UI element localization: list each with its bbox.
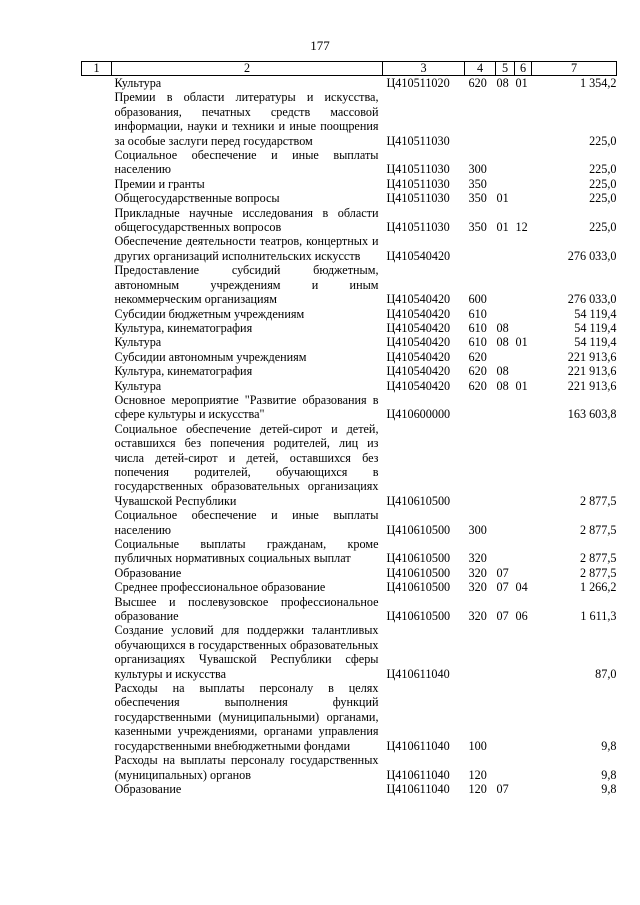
table-row [82,177,617,191]
expense-type-cell: 320 [468,565,487,580]
subsection-cell [515,263,532,306]
section-cell [496,623,515,681]
subsection-cell [515,307,532,321]
row-number-cell [82,148,112,177]
row-number-cell [82,379,112,393]
table-row [82,379,617,393]
subsection-cell [515,321,532,335]
expense-type-cell: 300 [468,162,487,177]
section-cell [496,681,515,753]
table-row [82,753,617,782]
table-row [82,90,617,148]
target-code-cell: Ц410611040 [386,738,450,753]
item-name-cell: Субсидии автономным учреждениям [114,349,307,364]
row-number-cell [82,90,112,148]
header-col-4: 4 [465,62,496,76]
item-name-cell: Среднее профессиональное образование [114,580,326,595]
target-code-cell: Ц410511030 [386,176,450,191]
section-cell: 07 [496,565,509,580]
table-row [82,566,617,580]
subsection-cell [515,90,532,148]
subsection-cell: 12 [515,220,528,235]
section-cell [496,263,515,306]
table-row [82,537,617,566]
subsection-cell [515,350,532,364]
target-code-cell: Ц410610500 [386,522,451,537]
table-row [82,76,617,91]
row-number-cell [82,508,112,537]
header-col-7: 7 [532,62,617,76]
item-name-cell: Субсидии бюджетным учреждениям [114,306,305,321]
amount-cell: 9,8 [601,781,617,796]
section-cell [496,350,515,364]
table-row [82,580,617,594]
expense-type-cell: 320 [468,551,487,566]
target-code-cell: Ц410611040 [386,767,450,782]
subsection-cell: 01 [515,378,528,393]
expense-type-cell: 600 [468,292,487,307]
amount-cell: 2 877,5 [579,522,617,537]
subsection-cell [515,234,532,263]
table-row [82,321,617,335]
section-cell: 07 [496,580,509,595]
table-row [82,148,617,177]
row-number-cell [82,350,112,364]
amount-cell: 221 913,6 [567,349,617,364]
table-row [82,263,617,306]
section-cell: 01 [496,191,509,206]
expense-type-cell [465,234,496,263]
subsection-cell [515,623,532,681]
section-cell [496,90,515,148]
table-row [82,364,617,378]
item-name-cell: Образование [114,781,182,796]
expense-type-cell: 350 [468,176,487,191]
table-row [82,595,617,624]
item-name-cell: Высшее и послевузовское профессиональное образование [114,594,379,624]
target-code-cell: Ц410540420 [386,364,451,379]
subsection-cell [515,364,532,378]
header-col-1: 1 [82,62,112,76]
subsection-cell [515,508,532,537]
item-name-cell: Социальное обеспечение и иные выплаты населению [114,508,379,537]
row-number-cell [82,335,112,349]
budget-table [81,61,617,796]
table-row [82,206,617,235]
item-name-cell: Предоставление субсидий бюджетным, автономным учреждениям и иным некоммерческим организациям [114,263,379,307]
section-cell [496,177,515,191]
expense-type-cell: 320 [468,580,487,595]
expense-type-cell: 120 [468,767,487,782]
section-cell: 07 [496,609,509,624]
target-code-cell: Ц410511030 [386,220,450,235]
target-code-cell: Ц410540420 [386,320,451,335]
section-cell [496,234,515,263]
amount-cell: 225,0 [589,162,617,177]
row-number-cell [82,206,112,235]
amount-cell: 2 877,5 [579,551,617,566]
target-code-cell: Ц410610500 [386,609,451,624]
amount-cell: 221 913,6 [567,378,617,393]
table-row [82,307,617,321]
table-body [82,76,617,797]
item-name-cell: Премии и гранты [114,176,205,191]
section-cell: 08 [496,320,509,335]
item-name-cell: Социальные выплаты гражданам, кроме публичных нормативных социальных выплат [114,537,379,566]
target-code-cell: Ц410511030 [386,133,450,148]
item-name-cell: Создание условий для поддержки талантливых обучающихся в государственных образовательных организациях Чувашской Республики сферы культуры и искусства [114,623,379,681]
target-code-cell: Ц410610500 [386,551,451,566]
row-number-cell [82,307,112,321]
row-number-cell [82,580,112,594]
subsection-cell [515,782,532,796]
row-number-cell [82,782,112,796]
subsection-cell [515,566,532,580]
amount-cell: 87,0 [595,666,617,681]
subsection-cell [515,191,532,205]
section-cell [496,422,515,508]
subsection-cell [515,681,532,753]
subsection-cell: 06 [515,609,528,624]
section-cell [496,307,515,321]
subsection-cell [515,537,532,566]
item-name-cell: Культура, кинематография [114,320,253,335]
expense-type-cell: 610 [468,335,487,350]
amount-cell: 276 033,0 [567,248,617,263]
header-col-3: 3 [383,62,465,76]
expense-type-cell: 350 [468,220,487,235]
header-col-5: 5 [496,62,515,76]
expense-type-cell: 300 [468,522,487,537]
item-name-cell: Культура [114,76,162,90]
amount-cell: 54 119,4 [574,306,617,321]
amount-cell: 1 611,3 [580,609,617,624]
table-row [82,393,617,422]
item-name-cell: Прикладные научные исследования в области общегосударственных вопросов [114,205,379,235]
amount-cell: 9,8 [601,738,617,753]
item-name-cell: Культура [114,335,162,350]
page-number: 177 [310,38,330,53]
expense-type-cell [465,422,496,508]
item-name-cell: Расходы на выплаты персоналу в целях обеспечения выполнения функций государственными (муниципальными) органами, казенными учреждениями, органами управления государственными внебюджетными фондами [114,681,379,753]
target-code-cell: Ц410540420 [386,335,451,350]
section-cell [496,508,515,537]
section-cell: 08 [496,335,509,350]
item-name-cell: Общегосударственные вопросы [114,191,280,206]
target-code-cell: Ц410540420 [386,378,451,393]
expense-type-cell: 620 [468,378,487,393]
target-code-cell: Ц410540420 [386,306,451,321]
table-row [82,335,617,349]
target-code-cell: Ц410540420 [386,349,451,364]
table-header [82,62,617,76]
subsection-cell [515,422,532,508]
amount-cell: 9,8 [601,767,617,782]
row-number-cell [82,393,112,422]
row-number-cell [82,566,112,580]
section-cell: 08 [496,76,509,90]
row-number-cell [82,422,112,508]
expense-type-cell: 620 [468,364,487,379]
row-number-cell [82,623,112,681]
section-cell [496,148,515,177]
section-cell [496,393,515,422]
section-cell [496,753,515,782]
section-cell [496,537,515,566]
target-code-cell: Ц410540420 [386,248,451,263]
table-row [82,623,617,681]
section-cell: 08 [496,364,509,379]
amount-cell: 2 877,5 [579,493,617,508]
item-name-cell: Обеспечение деятельности театров, концертных и других организаций исполнительских искусств [114,234,379,263]
amount-cell: 1 354,2 [579,76,617,90]
expense-type-cell [465,393,496,422]
table-row [82,681,617,753]
expense-type-cell: 620 [468,349,487,364]
item-name-cell: Социальное обеспечение и иные выплаты населению [114,148,379,177]
row-number-cell [82,364,112,378]
expense-type-cell: 350 [468,191,487,206]
table-row [82,191,617,205]
amount-cell: 163 603,8 [567,407,617,422]
amount-cell: 221 913,6 [567,364,617,379]
row-number-cell [82,191,112,205]
table-row [82,422,617,508]
item-name-cell: Расходы на выплаты персоналу государственных (муниципальных) органов [114,753,379,782]
header-col-2: 2 [112,62,383,76]
row-number-cell [82,321,112,335]
subsection-cell [515,393,532,422]
expense-type-cell: 610 [468,306,487,321]
target-code-cell: Ц410511030 [386,191,450,206]
expense-type-cell: 100 [468,738,487,753]
section-cell: 08 [496,378,509,393]
subsection-cell [515,177,532,191]
amount-cell: 1 266,2 [579,580,617,595]
target-code-cell: Ц410611040 [386,781,450,796]
subsection-cell [515,753,532,782]
expense-type-cell [465,623,496,681]
subsection-cell: 04 [515,580,528,595]
amount-cell: 225,0 [589,176,617,191]
header-col-6: 6 [515,62,532,76]
subsection-cell [515,148,532,177]
amount-cell: 2 877,5 [579,565,617,580]
row-number-cell [82,263,112,306]
row-number-cell [82,76,112,91]
subsection-cell: 01 [515,335,528,350]
amount-cell: 225,0 [589,191,617,206]
table-row [82,350,617,364]
amount-cell: 54 119,4 [574,335,617,350]
row-number-cell [82,681,112,753]
row-number-cell [82,753,112,782]
item-name-cell: Социальное обеспечение детей-сирот и детей, оставшихся без попечения родителей, лиц из числа детей-сирот и детей, оставшихся без попечения родителей, обучающихся в государственных образовательных организациях Чувашской Республики [114,421,379,508]
amount-cell: 54 119,4 [574,320,617,335]
row-number-cell [82,537,112,566]
expense-type-cell: 320 [468,609,487,624]
expense-type-cell: 620 [468,76,487,90]
subsection-cell: 01 [515,76,528,90]
target-code-cell: Ц410610500 [386,565,451,580]
table-row [82,234,617,263]
section-cell: 07 [496,781,509,796]
row-number-cell [82,177,112,191]
item-name-cell: Культура, кинематография [114,364,253,379]
target-code-cell: Ц410610500 [386,580,451,595]
row-number-cell [82,595,112,624]
table-row [82,508,617,537]
item-name-cell: Культура [114,378,162,393]
target-code-cell: Ц410511030 [386,162,450,177]
amount-cell: 225,0 [589,133,617,148]
amount-cell: 225,0 [589,220,617,235]
table-row [82,782,617,796]
row-number-cell [82,234,112,263]
target-code-cell: Ц410611040 [386,666,450,681]
expense-type-cell: 120 [468,781,487,796]
expense-type-cell [465,90,496,148]
section-cell: 01 [496,220,509,235]
amount-cell: 276 033,0 [567,292,617,307]
item-name-cell: Премии в области литературы и искусства, образования, печатных средств массовой информации, науки и техники и иные поощрения за особые заслуги перед государством [114,90,379,148]
target-code-cell: Ц410610500 [386,493,451,508]
item-name-cell: Основное мероприятие "Развитие образования в сфере культуры и искусства" [114,392,379,422]
target-code-cell: Ц410600000 [386,407,451,422]
target-code-cell: Ц410511020 [386,76,450,90]
target-code-cell: Ц410540420 [386,292,451,307]
expense-type-cell: 610 [468,320,487,335]
header-row [82,62,617,76]
item-name-cell: Образование [114,565,182,580]
